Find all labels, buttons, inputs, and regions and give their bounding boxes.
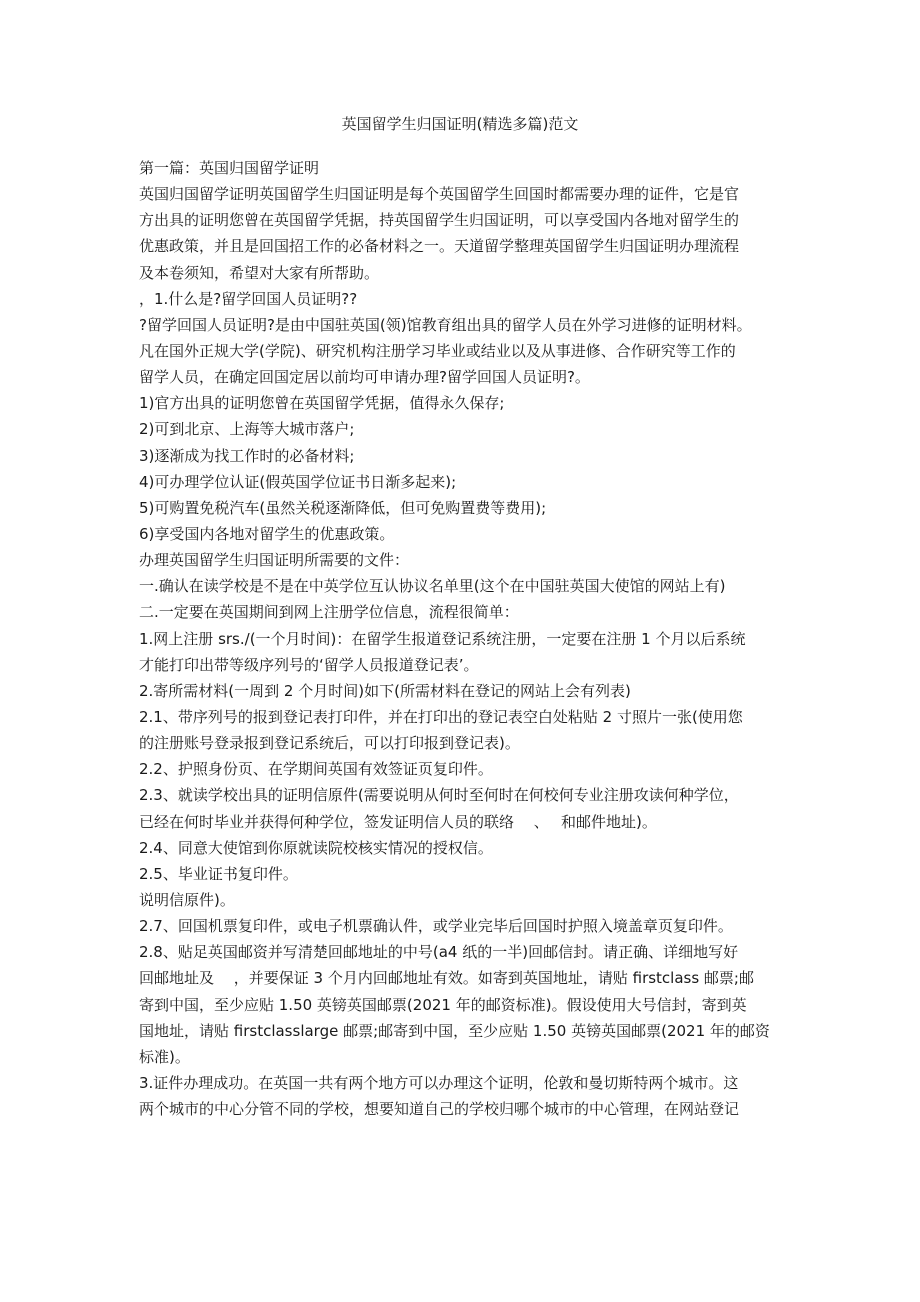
text-line: 2.1、带序列号的报到登记表打印件，并在打印出的登记表空白处粘贴 2 寸照片一张(使用您	[139, 707, 743, 726]
text-line: 英国归国留学证明英国留学生归国证明是每个英国留学生回国时都需要办理的证件，它是官	[139, 185, 740, 204]
text-line: 回邮地址及 ，并要保证 3 个月内回邮地址有效。如寄到英国地址，请贴 firstclass 邮票;邮	[139, 969, 754, 988]
text-line: 2.7、回国机票复印件，或电子机票确认件，或学业完毕后回国时护照入境盖章页复印件。	[139, 917, 733, 936]
text-line: 1)官方出具的证明您曾在英国留学凭据，值得永久保存;	[139, 394, 505, 413]
text-line: 5)可购置免税汽车(虽然关税逐渐降低，但可免购置费等费用);	[139, 498, 547, 517]
text-line: 1.网上注册 srs./(一个月时间)：在留学生报道登记系统注册，一定要在注册 1 个月以后系统	[139, 629, 746, 648]
text-line: 两个城市的中心分管不同的学校，想要知道自己的学校归哪个城市的中心管理，在网站登记	[139, 1100, 740, 1119]
text-line: 3)逐渐成为找工作时的必备材料;	[139, 446, 355, 465]
text-line: 寄到中国，至少应贴 1.50 英镑英国邮票(2021 年的邮资标准)。假设使用大号信封，寄到英	[139, 995, 747, 1014]
text-line: 才能打印出带等级序列号的‘留学人员报道登记表’。	[139, 655, 479, 674]
text-line: 2.5、毕业证书复印件。	[139, 864, 298, 883]
text-line: 凡在国外正规大学(学院)、研究机构注册学习毕业或结业以及从事进修、合作研究等工作的	[139, 341, 736, 360]
text-line: 及本卷须知，希望对大家有所帮助。	[139, 263, 380, 282]
text-line: 第一篇：英国归国留学证明	[139, 159, 320, 177]
text-line: 一.确认在读学校是不是在中英学位互认协议名单里(这个在中国驻英国大使馆的网站上有)	[139, 577, 726, 596]
text-line: 2.2、护照身份页、在学期间英国有效签证页复印件。	[139, 760, 493, 779]
text-line: 2.8、贴足英国邮资并写清楚回邮地址的中号(a4 纸的一半)回邮信封。请正确、详细地写好	[139, 943, 739, 962]
text-line: 说明信原件)。	[139, 890, 235, 909]
document-body	[139, 155, 787, 1122]
text-line: 2.寄所需材料(一周到 2 个月时间)如下(所需材料在登记的网站上会有列表)	[139, 681, 631, 700]
text-line: 6)享受国内各地对留学生的优惠政策。	[139, 524, 395, 543]
text-line: 优惠政策，并且是回国招工作的必备材料之一。天道留学整理英国留学生归国证明办理流程	[139, 237, 740, 256]
text-line: 二.一定要在英国期间到网上注册学位信息，流程很简单：	[139, 603, 519, 622]
text-line: 办理英国留学生归国证明所需要的文件：	[139, 551, 410, 570]
text-line: 2)可到北京、上海等大城市落户;	[139, 420, 355, 439]
text-line: 4)可办理学位认证(假英国学位证书日渐多起来);	[139, 472, 457, 491]
text-line: 国地址，请贴 firstclasslarge 邮票;邮寄到中国，至少应贴 1.50 英镑英国邮票(2021 年的邮资	[139, 1021, 770, 1040]
text-line: 3.证件办理成功。在英国一共有两个地方可以办理这个证明，伦敦和曼切斯特两个城市。这	[139, 1073, 739, 1092]
text-line: 标准)。	[139, 1047, 190, 1066]
text-line: 2.3、就读学校出具的证明信原件(需要说明从何时至何时在何校何专业注册攻读何种学位，	[139, 786, 739, 805]
text-line: ，1.什么是?留学回国人员证明??	[139, 289, 358, 308]
text-line: 已经在何时毕业并获得何种学位，签发证明信人员的联络 、 和邮件地址)。	[139, 812, 657, 831]
text-line: 的注册账号登录报到登记系统后，可以打印报到登记表)。	[139, 734, 520, 753]
text-line: 方出具的证明您曾在英国留学凭据，持英国留学生归国证明，可以享受国内各地对留学生的	[139, 211, 740, 230]
document-title: 英国留学生归国证明(精选多篇)范文	[341, 115, 579, 133]
text-line: ?留学回国人员证明?是由中国驻英国(领)馆教育组出具的留学人员在外学习进修的证明材料。	[139, 315, 752, 334]
text-line: 留学人员，在确定回国定居以前均可申请办理?留学回国人员证明?。	[139, 368, 590, 387]
text-line: 2.4、同意大使馆到你原就读院校核实情况的授权信。	[139, 838, 493, 857]
